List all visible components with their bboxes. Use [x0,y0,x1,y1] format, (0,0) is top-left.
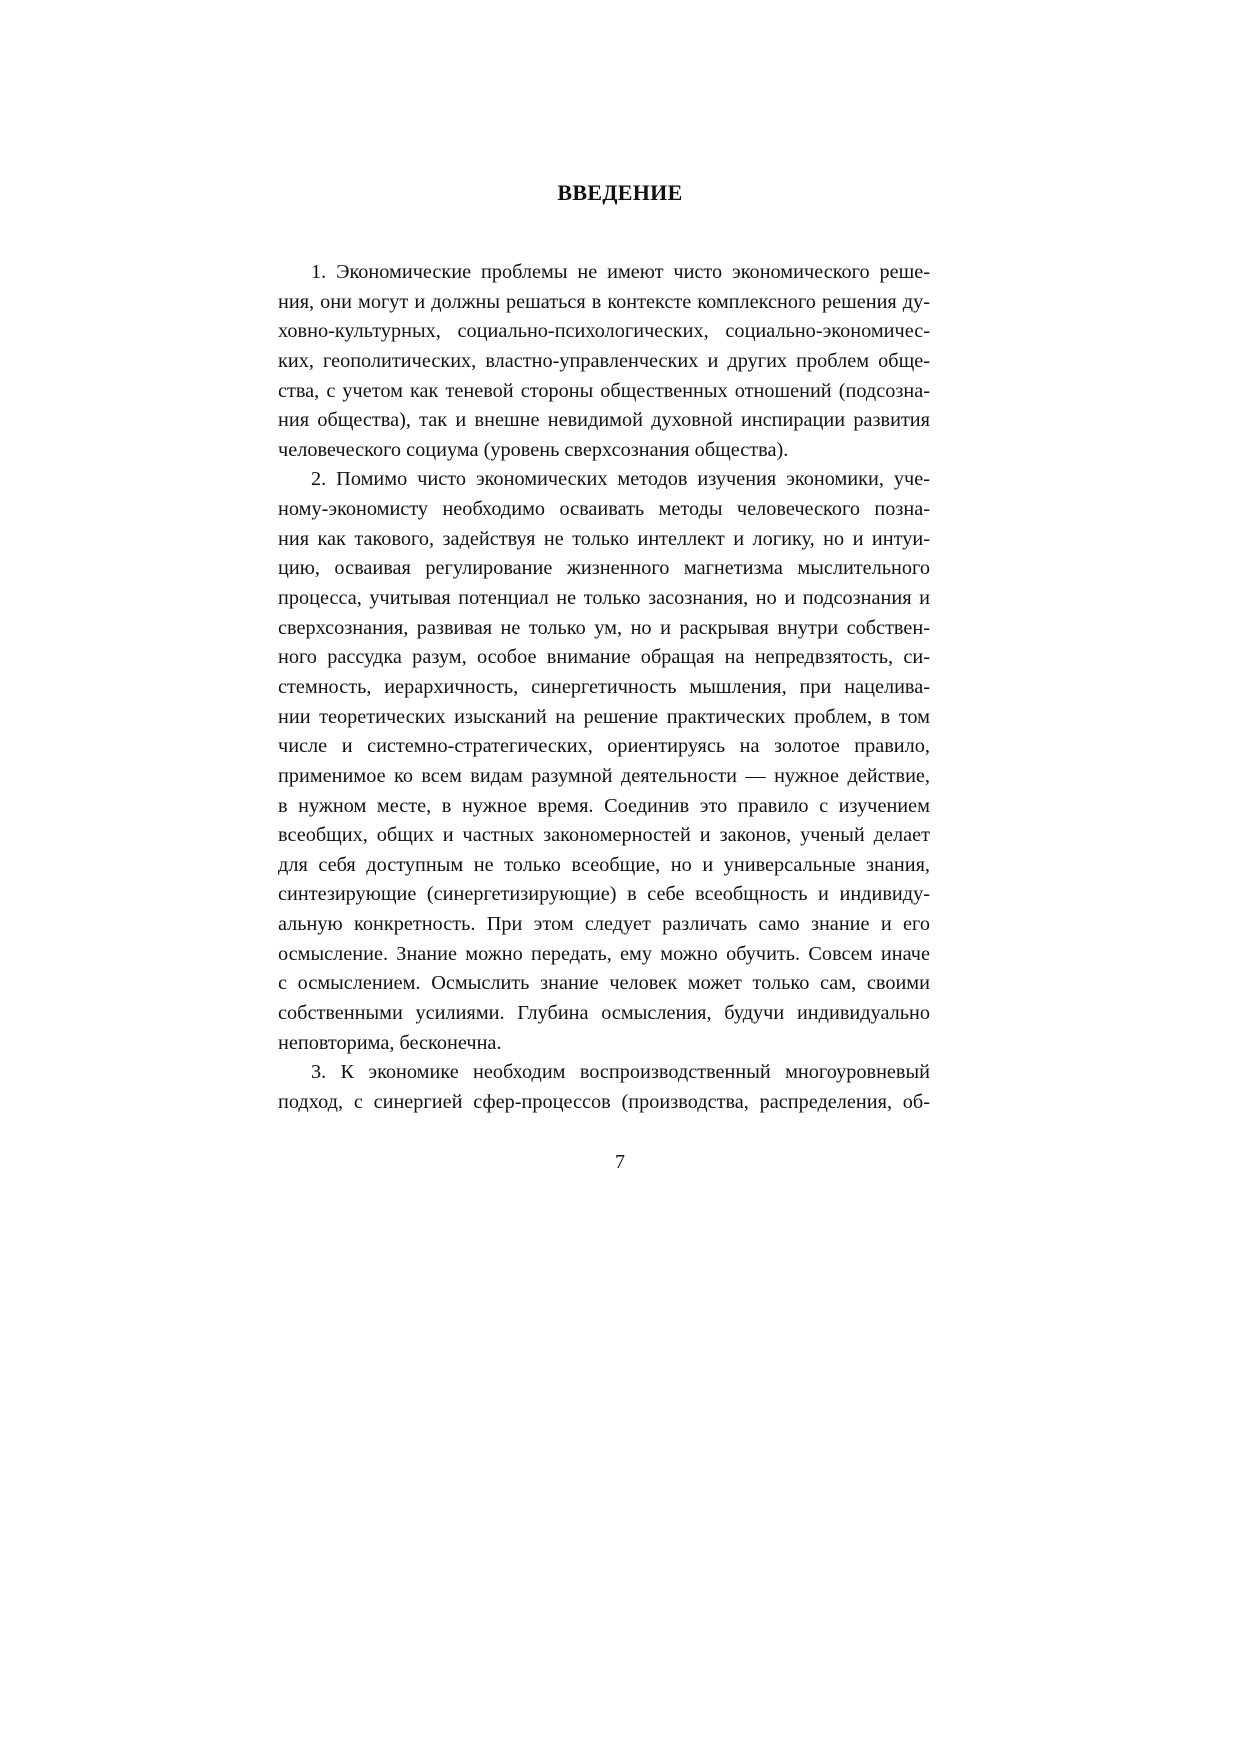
text-line: ния, они могут и должны решаться в контексте комплексного решения ду- [278,290,930,313]
text-line: 1. Экономические проблемы не имеют чисто экономического реше- [311,261,930,283]
text-line: с осмыслением. Осмыслить знание человек может только сам, своими [278,972,930,995]
text-line: синтезирующие (синергетизирующие) в себе всеобщность и индивиду- [278,883,930,906]
text-line: осмысление. Знание можно передать, ему можно обучить. Совсем иначе [278,942,930,965]
text-line: неповторима, бесконечна. [278,1031,502,1054]
text-line: цию, осваивая регулирование жизненного магнетизма мыслительного [278,557,930,580]
page-title: ВВЕДЕНИЕ [557,180,683,205]
text-line: ного рассудка разум, особое внимание обращая на непредвзятость, си- [278,646,930,669]
text-line: нии теоретических изысканий на решение практических проблем, в том [278,705,930,728]
text-line: для себя доступным не только всеобщие, но и универсальные знания, [278,853,930,876]
text-line: процесса, учитывая потенциал не только засознания, но и подсознания и [278,587,930,610]
text-line: альную конкретность. При этом следует различать само знание и его [278,913,930,936]
text-line: числе и системно-стратегических, ориентируясь на золотое правило, [278,735,930,758]
text-line: всеобщих, общих и частных закономерностей и законов, ученый делает [278,824,930,847]
text-line: ному-экономисту необходимо осваивать методы человеческого позна- [278,498,930,521]
text-line: 3. К экономике необходим воспроизводственный многоуровневый [311,1061,930,1084]
text-line: ства, с учетом как теневой стороны общественных отношений (подсозна- [278,379,930,402]
text-line: ния общества), так и внешне невидимой духовной инспирации развития [278,409,930,432]
page-number: 7 [615,1151,625,1173]
text-line: применимое ко всем видам разумной деятельности — нужное действие, [278,764,930,787]
text-line: ких, геополитических, властно-управленческих и других проблем обще- [278,349,930,372]
text-line: подход, с синергией сфер-процессов (производства, распределения, об- [278,1090,930,1113]
text-line: стемность, иерархичность, синергетичность мышления, при нацелива- [278,675,930,698]
text-line: 2. Помимо чисто экономических методов изучения экономики, уче- [311,468,930,491]
text-line: ния как такового, задействуя не только интеллект и логику, но и интуи- [278,527,930,550]
text-line: собственными усилиями. Глубина осмысления, будучи индивидуально [278,1002,930,1025]
body-text [278,258,930,1118]
text-line: сверхсознания, развивая не только ум, но и раскрывая внутри собствен- [278,616,930,639]
text-line: ховно-культурных, социально-психологических, социально-экономичес- [278,320,930,343]
paragraph-2 [278,465,930,1058]
text-line: человеческого социума (уровень сверхсознания общества). [278,438,789,461]
paragraph-3 [278,1058,930,1117]
text-line: в нужном месте, в нужное время. Соединив это правило с изучением [278,794,930,817]
paragraph-1 [278,258,930,465]
